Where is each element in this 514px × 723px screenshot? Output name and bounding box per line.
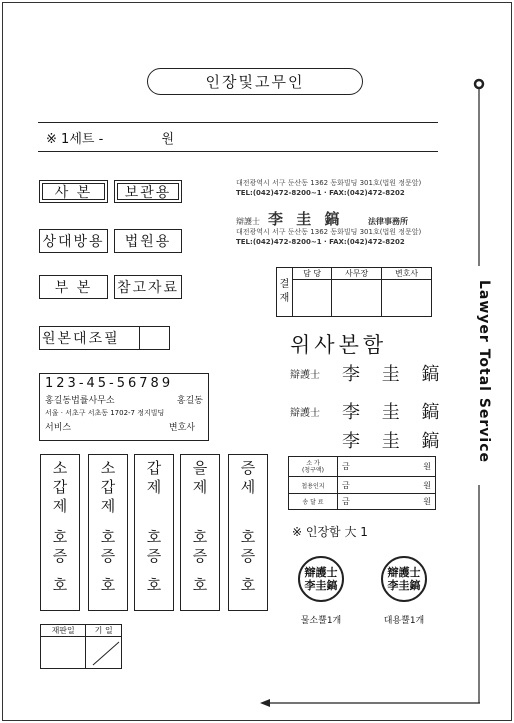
divider-bottom bbox=[38, 151, 438, 152]
business-card-2: 辯護士 李 圭 鎬 法律事務所 대전광역시 서구 둔산동 1362 동화빌딩 301호(법원 정문앞) TEL:(042)472-8200~1 · FAX:(042)472-8202 bbox=[236, 210, 422, 246]
set-text: 1세트 - bbox=[61, 132, 104, 147]
stamp-reference: 참고자료 bbox=[114, 275, 182, 299]
date-box bbox=[40, 624, 122, 669]
vertical-stamp-3: 갑 제 호 증 호 bbox=[134, 454, 174, 611]
date-col-2: 기 일 bbox=[86, 625, 122, 637]
business-card-1: 대전광역시 서구 둔산동 1362 동화빌딩 301호(법원 정문앞) TEL:(042)472-8200~1 · FAX:(042)472-8202 bbox=[236, 179, 422, 197]
registration-stamp: 123-45-56789 홍길동법률사무소 홍길동 서울 · 서초구 서초동 1702-7 정지빌딩 서비스 변호사 bbox=[39, 373, 209, 441]
approval-header-1: 담 당 bbox=[293, 268, 332, 280]
approval-header-3: 변호사 bbox=[382, 268, 432, 280]
vertical-stamp-4: 을 제 호 증 호 bbox=[180, 454, 220, 611]
seal-large: 辯護士 李圭鎬 bbox=[381, 556, 427, 602]
set-price-line bbox=[46, 128, 174, 147]
date-col-1: 재판일 bbox=[41, 625, 86, 637]
lawyer-name-3: 李 圭 鎬 bbox=[342, 431, 448, 452]
divider-top bbox=[38, 122, 438, 123]
approval-box: 결 재 담 당 사무장 변호사 bbox=[276, 267, 432, 317]
set-unit: 원 bbox=[161, 132, 175, 147]
stamp-original: 사 본 bbox=[39, 180, 108, 203]
wisabonham-title: 위사본함 bbox=[290, 333, 388, 357]
page-title: 인장및고무인 bbox=[147, 68, 363, 95]
stamp-counterparty: 상대방용 bbox=[39, 229, 108, 253]
stamp-duplicate: 부 본 bbox=[39, 275, 108, 299]
lawyer-name-1: 辯護士 李 圭 鎬 bbox=[290, 364, 448, 385]
seal-small: 辯護士 李圭鎬 bbox=[298, 556, 344, 602]
receipt-table: 소 가 (청구액) 금 원 첩용인지 금 원 송 달 료 금 원 bbox=[288, 456, 436, 510]
vertical-stamp-1: 소 갑 제 호 증 호 bbox=[40, 454, 80, 611]
diagonal-slash bbox=[87, 638, 125, 668]
seal-caption-small: 물소뿔1개 bbox=[300, 616, 342, 626]
bottom-arrow bbox=[260, 690, 482, 710]
seal-caption-large: 대용뿔1개 bbox=[383, 616, 425, 626]
seal-note: ※ 인장함 大 1 bbox=[292, 525, 368, 539]
stamp-court: 법원용 bbox=[114, 229, 182, 253]
stamp-storage: 보관용 bbox=[114, 180, 182, 203]
lawyer-name-2: 辯護士 李 圭 鎬 bbox=[290, 402, 448, 423]
stamp-original-match: 원본대조필 bbox=[39, 326, 170, 350]
vertical-stamp-5: 증 세 호 증 호 bbox=[228, 454, 268, 611]
approval-header-2: 사무장 bbox=[332, 268, 382, 280]
vertical-stamp-2: 소 갑 제 호 증 호 bbox=[88, 454, 128, 611]
note-mark: ※ bbox=[46, 132, 57, 147]
